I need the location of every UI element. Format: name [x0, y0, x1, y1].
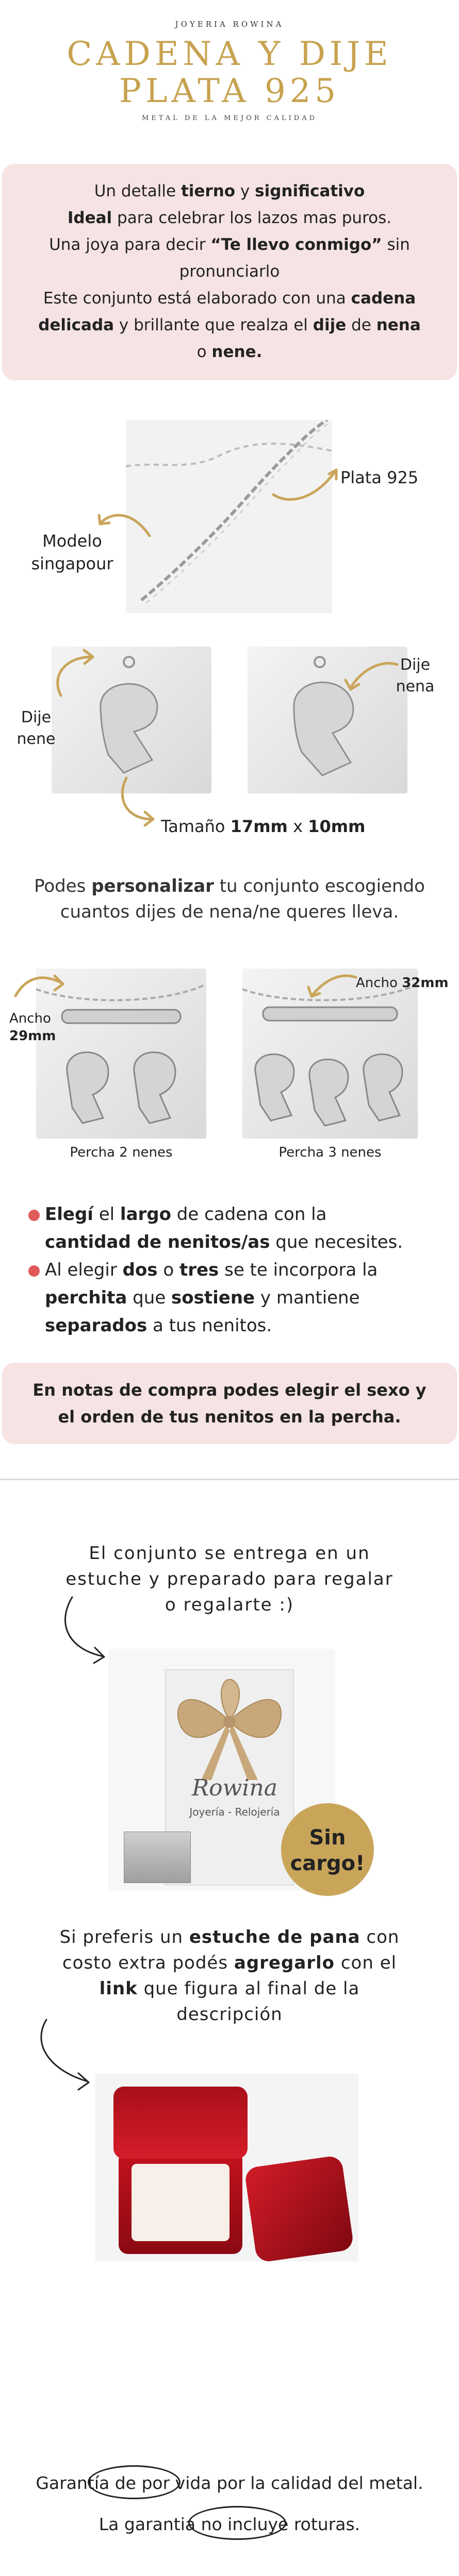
intro-text: Un detalle tierno y significativo Ideal para celebrar los lazos mas puros. Una joya para decir “Te llevo conmigo” sin pronunciarlo Este conjunto está elaborado con una cadena delicada y brillante que realza el dije de nena o nene. — [38, 182, 421, 361]
chain-illustration — [126, 420, 332, 613]
arrow-ancho-29 — [10, 968, 67, 1004]
velvet-cushion — [132, 2164, 230, 2241]
velvet-text: Si preferis un estuche de pana con costo extra podés agregarlo con el link que figura al final de la descripción — [59, 1927, 400, 2025]
size-text: Tamaño 17mm x 10mm — [161, 817, 366, 836]
ribbon-bow — [160, 1664, 299, 1783]
chain-photo — [126, 420, 332, 613]
bag-subtitle: Joyería - Relojería — [189, 1806, 280, 1818]
arrow-ancho-32 — [304, 964, 361, 1001]
brand-name: JOYERIA ROWINA — [175, 20, 284, 29]
guarantee-line-1: Garantía de por vida por la calidad del metal. — [36, 2473, 423, 2493]
arrow-nene — [45, 644, 102, 706]
label-ancho-29: Ancho 29mm — [9, 1011, 56, 1044]
bag-brand: Rowina — [192, 1775, 277, 1801]
packaging-text: El conjunto se entrega en un estuche y preparado para regalar o regalarte :) — [65, 1543, 394, 1615]
label-plata-925: Plata 925 — [340, 468, 419, 487]
velvet-box-photo — [95, 2074, 358, 2262]
velvet-box-lid-open — [113, 2087, 248, 2159]
label-modelo: Modelo singapour — [31, 531, 113, 573]
tagline: METAL DE LA MEJOR CALIDAD — [141, 114, 318, 122]
highlight-por-vida — [88, 2465, 181, 2499]
bullet-percha: Al elegir dos o tres se te incorpora la perchita que sostiene y mantiene separados a tus nenitos. — [28, 1256, 425, 1340]
label-dije-nena: Dije nena — [396, 656, 435, 696]
bullet-dot — [28, 1210, 40, 1221]
sin-cargo-badge: Sin cargo! — [281, 1803, 374, 1896]
guarantee-line-2: La garantia no incluye roturas. — [99, 2514, 360, 2534]
personalize-text: Podes personalizar tu conjunto escogiendo cuantos dijes de nena/ne queres lleva. — [34, 876, 425, 922]
note-text: En notas de compra podes elegir el sexo y el orden de tus nenitos en la percha. — [32, 1380, 427, 1427]
highlight-no-incluye — [188, 2506, 286, 2540]
caption-percha-2: Percha 2 nenes — [70, 1145, 173, 1160]
label-dije-nene: Dije nene — [17, 708, 56, 748]
bullet-dot — [28, 1265, 40, 1277]
gift-box — [124, 1832, 191, 1883]
arrow-velvet — [31, 2014, 103, 2097]
bullet-list — [28, 1200, 425, 1340]
arrow-size — [111, 773, 162, 829]
velvet-box-closed — [244, 2155, 354, 2262]
caption-percha-3: Percha 3 nenes — [278, 1145, 382, 1160]
bullet-largo: Elegí el largo de cadena con la cantidad de nenitos/as que necesites. — [28, 1200, 425, 1256]
page-title-line1: CADENA Y DIJE — [67, 35, 392, 73]
divider — [0, 1479, 459, 1480]
page-title-line2: PLATA 925 — [119, 72, 340, 110]
arrow-packaging — [57, 1592, 113, 1669]
arrow-plata — [268, 459, 346, 505]
label-ancho-32: Ancho 32mm — [356, 975, 449, 991]
